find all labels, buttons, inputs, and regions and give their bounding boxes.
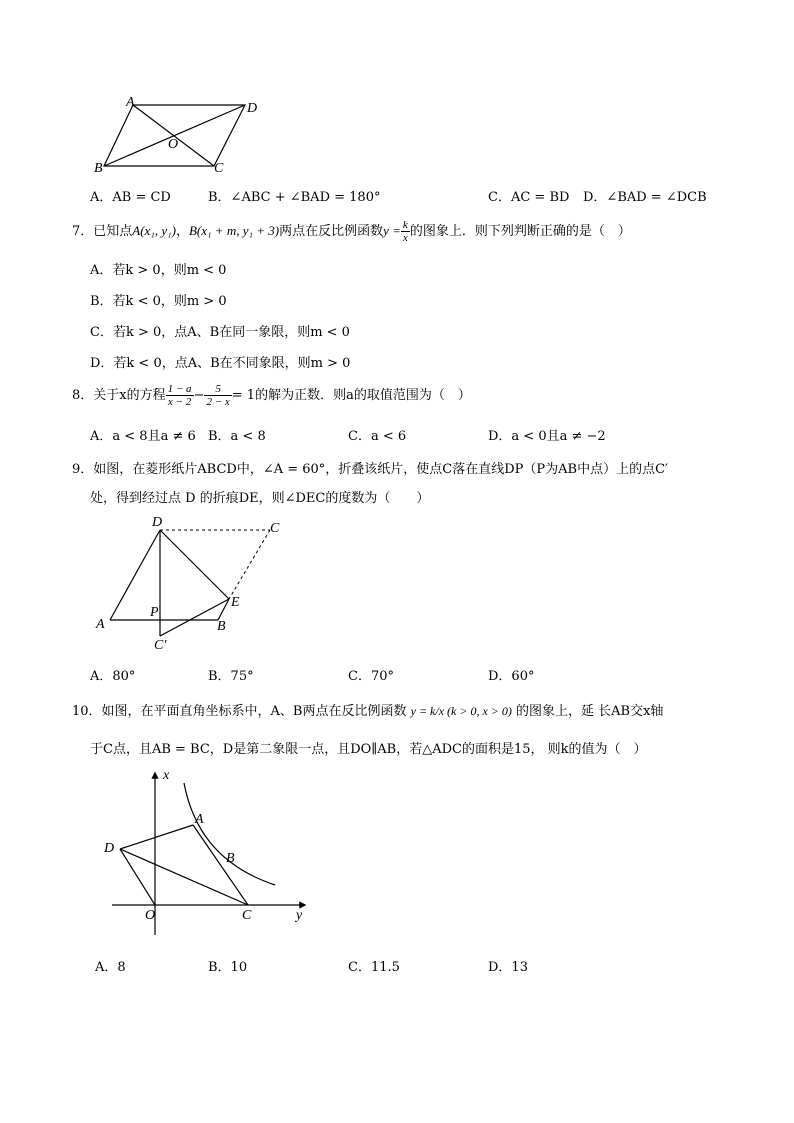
q8-option-b: B．a < 8	[208, 429, 266, 444]
q9-option-c: C．70°	[348, 669, 394, 684]
label-a: A	[126, 95, 135, 110]
label-d: D	[152, 515, 163, 530]
q8-minus: −	[193, 388, 205, 403]
label-a: A	[96, 617, 105, 632]
diagonal-bd	[104, 105, 245, 166]
q10-option-c: C．11.5	[348, 960, 400, 975]
q8-stem-b: 的解为正数．则a的取值范围为（ ）	[255, 388, 471, 403]
q7-stem	[72, 216, 631, 247]
label-c: C	[214, 161, 224, 176]
q10-option-a: A．8	[95, 960, 126, 975]
q8-f2-num: 5	[204, 383, 231, 396]
q10-line-2: 于C点，且AB = BC，D是第二象限一点，且DO∥AB，若△ADC的面积是15， 则k的值为（ ）	[90, 742, 647, 757]
axis-label-x: x	[163, 768, 170, 783]
label-d: D	[104, 841, 115, 856]
q9-option-d: D．60°	[488, 669, 535, 684]
q10-function: y = k/x (k > 0, x > 0)	[410, 704, 512, 718]
q8-eq: = 1	[231, 388, 256, 403]
q7-func-num: k	[402, 219, 408, 231]
q7-sep: ，	[175, 224, 189, 239]
q9-option-b: B．75°	[208, 669, 254, 684]
label-c: C	[242, 908, 252, 923]
q6-option-b: B．∠ABC + ∠BAD = 180°	[208, 190, 381, 205]
q7-func-lhs: y =	[383, 223, 401, 238]
q7-stem-c: 的图象上．则下列判断正确的是（ ）	[409, 224, 631, 239]
label-a: A	[195, 812, 204, 827]
q6-option-c: C．AC = BD	[488, 190, 570, 205]
q10-line-1-a: 10．如图，在平面直角坐标系中，A、B两点在反比例函数	[72, 704, 407, 719]
q10-option-b: B．10	[208, 960, 248, 975]
q8-fraction-2	[204, 383, 231, 408]
q10-option-d: D．13	[488, 960, 528, 975]
label-d: D	[247, 101, 258, 116]
label-b: B	[226, 851, 235, 866]
coordinate-figure	[100, 765, 315, 940]
label-c: C	[270, 521, 280, 536]
q9-line-1: 9．如图，在菱形纸片ABCD中，∠A = 60°，折叠该纸片，使点C落在直线DP（P为AB中点）上的点C′	[72, 462, 669, 477]
q8-stem	[72, 380, 471, 412]
crease-de	[160, 530, 229, 599]
segment-do	[120, 849, 155, 905]
q8-option-a: A．a < 8且a ≠ 6	[90, 429, 196, 444]
q6-option-d: D．∠BAD = ∠DCB	[583, 190, 707, 205]
q7-option-a: A．若k > 0，则m < 0	[90, 263, 227, 278]
q9-option-a: A．80°	[90, 669, 136, 684]
q8-f1-den: x − 2	[167, 396, 192, 408]
q8-fraction-1	[166, 383, 194, 408]
q8-option-c: C．a < 6	[348, 429, 407, 444]
label-o: O	[168, 137, 179, 152]
q7-func-den: x	[402, 232, 408, 244]
q10-line-1-b: 的图象上，延 长AB交x轴	[516, 704, 664, 719]
side-ce-dashed	[229, 530, 270, 599]
q8-stem-a: 8．关于x的方程	[72, 388, 166, 403]
hyperbola-curve	[184, 783, 275, 885]
q10-line-1	[72, 700, 663, 719]
q7-func-fraction	[401, 219, 410, 244]
label-b: B	[94, 161, 103, 176]
q7-point-b: B(x₁ + m, y₁ + 3)	[188, 223, 280, 238]
q8-option-d: D．a < 0且a ≠ −2	[488, 429, 606, 444]
q7-option-d: D．若k < 0，点A、B在不同象限，则m > 0	[90, 356, 351, 371]
q7-stem-a: 7．已知点	[72, 224, 133, 239]
label-e: E	[231, 595, 240, 610]
q9-line-2: 处，得到经过点 D 的折痕DE，则∠DEC的度数为（ ）	[90, 491, 430, 506]
q8-f2-den: 2 − x	[206, 396, 230, 408]
label-b: B	[217, 619, 226, 634]
rhombus-figure	[90, 510, 300, 655]
label-p: P	[150, 605, 159, 620]
axis-label-y: y	[296, 908, 303, 923]
q7-stem-b: 两点在反比例函数	[279, 224, 384, 239]
label-c-prime: C′	[154, 638, 167, 653]
q7-option-c: C．若k > 0，点A、B在同一象限，则m < 0	[90, 325, 350, 340]
parallelogram-figure	[90, 90, 270, 180]
q7-option-b: B．若k < 0，则m > 0	[90, 294, 227, 309]
q6-option-a: A．AB = CD	[90, 190, 171, 205]
segment-da	[120, 825, 193, 849]
label-o: O	[145, 908, 156, 923]
q7-point-a: A(x₁, y₁)	[132, 223, 176, 238]
q8-f1-num: 1 − a	[167, 383, 192, 395]
